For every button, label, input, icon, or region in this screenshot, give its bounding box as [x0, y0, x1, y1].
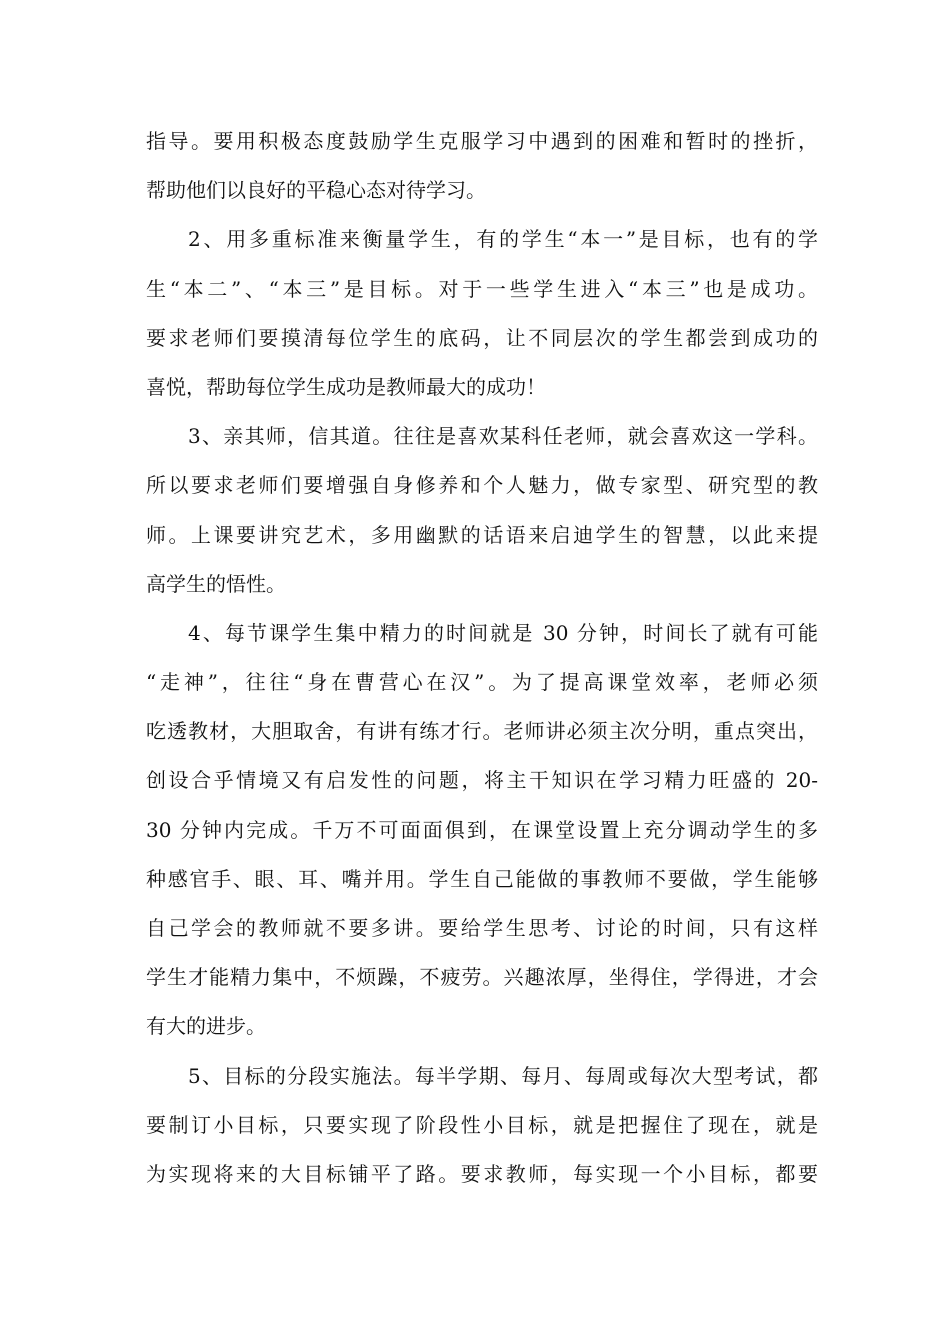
- paragraph-start-line: 5、目标的分段实施法。每半学期、每月、每周或每次大型考试，都: [188, 1063, 818, 1088]
- text-line: 要求老师们要摸清每位学生的底码，让不同层次的学生都尝到成功的: [146, 325, 818, 350]
- document-body: [146, 117, 818, 1199]
- text-line: 有大的进步。: [146, 1014, 266, 1039]
- text-line: 指导。要用积极态度鼓励学生克服学习中遇到的困难和暂时的挫折，: [146, 129, 818, 153]
- text-line: 要制订小目标，只要实现了阶段性小目标，就是把握住了现在，就是: [146, 1112, 818, 1137]
- paragraph-start-line: 3、亲其师，信其道。往往是喜欢某科任老师，就会喜欢这一学科。: [188, 424, 818, 449]
- text-line: 为实现将来的大目标铺平了路。要求教师，每实现一个小目标，都要: [146, 1161, 818, 1186]
- text-line: 吃透教材，大胆取舍，有讲有练才行。老师讲必须主次分明，重点突出，: [146, 719, 818, 744]
- text-line: 30 分钟内完成。千万不可面面俱到，在课堂设置上充分调动学生的多: [146, 817, 818, 842]
- text-line: “走神”，往往“身在曹营心在汉”。为了提高课堂效率，老师必须: [146, 670, 818, 695]
- text-line: 所以要求老师们要增强自身修养和个人魅力，做专家型、研究型的教: [146, 473, 818, 498]
- text-line: 生“本二”、“本三”是目标。对于一些学生进入“本三”也是成功。: [146, 276, 818, 301]
- text-line: 帮助他们以良好的平稳心态对待学习。: [146, 178, 486, 203]
- text-line: 自己学会的教师就不要多讲。要给学生思考、讨论的时间，只有这样: [146, 916, 818, 940]
- text-line: 喜悦，帮助每位学生成功是教师最大的成功！: [146, 374, 546, 399]
- text-line: 种感官手、眼、耳、嘴并用。学生自己能做的事教师不要做，学生能够: [146, 866, 818, 891]
- text-line: 学生才能精力集中，不烦躁，不疲劳。兴趣浓厚，坐得住，学得进，才会: [146, 965, 818, 990]
- text-line: 师。上课要讲究艺术，多用幽默的话语来启迪学生的智慧，以此来提: [146, 522, 818, 547]
- text-line: 创设合乎情境又有启发性的问题，将主干知识在学习精力旺盛的 20-: [146, 768, 818, 793]
- paragraph-start-line: 4、每节课学生集中精力的时间就是 30 分钟，时间长了就有可能: [188, 620, 818, 645]
- paragraph-start-line: 2、用多重标准来衡量学生，有的学生“本一”是目标，也有的学: [188, 227, 818, 252]
- text-line: 高学生的悟性。: [146, 571, 286, 596]
